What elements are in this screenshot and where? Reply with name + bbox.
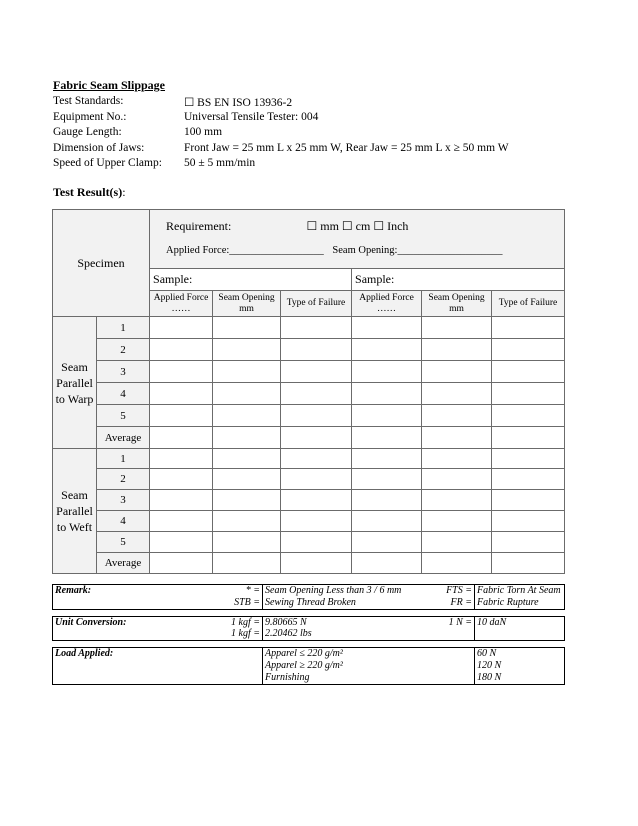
unit-symbol: 1 kgf =: [209, 616, 263, 628]
data-cell[interactable]: [150, 317, 213, 339]
load-description: Apparel ≥ 220 g/m²: [265, 659, 343, 671]
info-row: [53, 126, 509, 142]
data-cell[interactable]: [281, 405, 352, 427]
table-row: [53, 405, 565, 427]
data-cell[interactable]: [150, 490, 213, 511]
data-cell[interactable]: [422, 490, 492, 511]
table-row: [53, 532, 565, 553]
data-cell[interactable]: [422, 361, 492, 383]
info-value: ☐ BS EN ISO 13936-2: [184, 97, 293, 109]
seam-opening-field[interactable]: Seam Opening:____________________: [332, 245, 503, 256]
info-label: Test Standards:: [53, 95, 124, 107]
data-cell[interactable]: [213, 469, 281, 490]
remark-symbol: FTS =: [415, 585, 475, 597]
data-cell[interactable]: [492, 383, 565, 405]
row-number: 5: [97, 532, 150, 553]
table-row: [53, 427, 565, 449]
row-average: Average: [97, 553, 150, 574]
data-cell[interactable]: [150, 532, 213, 553]
col-seam-opening: Seam Opening mm: [213, 291, 281, 317]
row-number: 1: [97, 449, 150, 469]
row-number: 4: [97, 383, 150, 405]
remark-description: Fabric Torn At Seam: [475, 585, 565, 597]
data-cell[interactable]: [492, 405, 565, 427]
data-cell[interactable]: [150, 449, 213, 469]
info-value: 50 ± 5 mm/min: [184, 157, 256, 170]
remark-symbol: * =: [209, 585, 263, 597]
load-applied-label: Load Applied:: [53, 648, 175, 660]
data-cell[interactable]: [281, 383, 352, 405]
data-cell[interactable]: [281, 469, 352, 490]
col-applied-force: Applied Force ……: [352, 291, 422, 317]
data-cell[interactable]: [213, 317, 281, 339]
data-cell[interactable]: [422, 317, 492, 339]
col-seam-opening: Seam Opening mm: [422, 291, 492, 317]
data-cell[interactable]: [422, 553, 492, 574]
sample-left-cell[interactable]: [150, 269, 352, 291]
info-value: Front Jaw = 25 mm L x 25 mm W, Rear Jaw = 25 mm L x ≥ 50 mm W: [184, 141, 509, 154]
data-cell[interactable]: [213, 532, 281, 553]
specimen-header: [53, 210, 150, 317]
sample-right-label: Sample:: [355, 272, 395, 286]
data-cell[interactable]: [281, 511, 352, 532]
group-weft-label: Seam Parallel to Weft: [56, 488, 93, 534]
data-cell[interactable]: [150, 339, 213, 361]
group-warp: [53, 317, 97, 449]
info-row: [53, 157, 509, 173]
specimen-label: Specimen: [77, 255, 125, 270]
data-cell[interactable]: [281, 532, 352, 553]
data-cell[interactable]: [352, 361, 422, 383]
table-row: [53, 490, 565, 511]
row-number: 1: [97, 317, 150, 339]
data-cell[interactable]: [422, 339, 492, 361]
sample-right-cell[interactable]: [352, 269, 565, 291]
data-cell[interactable]: [281, 361, 352, 383]
data-cell[interactable]: [281, 339, 352, 361]
table-row: [53, 361, 565, 383]
data-cell[interactable]: [213, 361, 281, 383]
data-cell[interactable]: [422, 469, 492, 490]
data-cell[interactable]: [281, 490, 352, 511]
data-cell[interactable]: [352, 490, 422, 511]
data-cell[interactable]: [150, 427, 213, 449]
remark-symbol: STB =: [209, 597, 263, 609]
data-cell[interactable]: [352, 383, 422, 405]
info-value: 100 mm: [184, 126, 223, 139]
col-type-of-failure: Type of Failure: [492, 291, 565, 317]
data-cell[interactable]: [422, 405, 492, 427]
table-row: [53, 553, 565, 574]
test-result-label: Test Result(s):: [53, 185, 126, 199]
data-cell[interactable]: [213, 490, 281, 511]
unit-symbol: 1 kgf =: [209, 628, 263, 640]
unit-conversion-label: Unit Conversion:: [53, 616, 175, 628]
load-value: 120 N: [475, 660, 565, 672]
row-number: 3: [97, 361, 150, 383]
data-cell[interactable]: [213, 449, 281, 469]
data-cell[interactable]: [352, 339, 422, 361]
info-label: Speed of Upper Clamp:: [53, 157, 162, 170]
remark-symbol: FR =: [415, 597, 475, 609]
col-type-of-failure: Type of Failure: [281, 291, 352, 317]
data-cell[interactable]: [213, 405, 281, 427]
data-cell[interactable]: [150, 511, 213, 532]
sample-left-label: Sample:: [153, 272, 193, 286]
data-cell[interactable]: [213, 383, 281, 405]
data-cell[interactable]: [281, 317, 352, 339]
remarks-table: [52, 584, 565, 685]
data-cell[interactable]: [352, 427, 422, 449]
test-info: [53, 95, 509, 173]
row-number: 5: [97, 405, 150, 427]
data-cell[interactable]: [352, 553, 422, 574]
form-title: Fabric Seam Slippage: [53, 78, 166, 92]
info-row: [53, 142, 509, 158]
data-cell[interactable]: [281, 449, 352, 469]
data-cell[interactable]: [281, 427, 352, 449]
data-cell[interactable]: [213, 553, 281, 574]
info-row: [53, 111, 509, 127]
unit-value: 2.20462 lbs: [263, 628, 415, 640]
table-row: [53, 339, 565, 361]
row-number: 2: [97, 339, 150, 361]
data-cell[interactable]: [422, 383, 492, 405]
table-row: [53, 317, 565, 339]
info-row: [53, 95, 509, 111]
data-cell[interactable]: [492, 339, 565, 361]
col-applied-force: Applied Force ……: [150, 291, 213, 317]
remark-description: Sewing Thread Broken: [263, 597, 415, 609]
data-cell[interactable]: [150, 405, 213, 427]
remark-description: Fabric Rupture: [475, 597, 565, 609]
info-label: Dimension of Jaws:: [53, 141, 145, 154]
data-cell[interactable]: [492, 511, 565, 532]
unit-options[interactable]: ☐ mm ☐ cm ☐ Inch: [306, 219, 409, 233]
data-cell[interactable]: [352, 449, 422, 469]
row-number: 4: [97, 511, 150, 532]
data-cell[interactable]: [492, 449, 565, 469]
data-cell[interactable]: [281, 553, 352, 574]
data-cell[interactable]: [352, 511, 422, 532]
requirement-label: Requirement:: [166, 219, 232, 233]
data-cell[interactable]: [492, 553, 565, 574]
data-cell[interactable]: [213, 511, 281, 532]
group-weft: [53, 449, 97, 574]
data-cell[interactable]: [492, 469, 565, 490]
load-description: Apparel ≤ 220 g/m²: [263, 648, 415, 660]
data-cell[interactable]: [150, 553, 213, 574]
row-number: 2: [97, 469, 150, 490]
load-description: Furnishing: [263, 672, 415, 684]
data-cell[interactable]: [352, 532, 422, 553]
data-cell[interactable]: [422, 532, 492, 553]
info-label: Gauge Length:: [53, 126, 122, 139]
data-cell[interactable]: [422, 449, 492, 469]
row-average: Average: [97, 427, 150, 449]
table-row: [53, 469, 565, 490]
requirement-cell: [150, 210, 565, 269]
info-label: Equipment No.:: [53, 110, 127, 123]
info-value: Universal Tensile Tester: 004: [184, 110, 319, 123]
data-cell[interactable]: [492, 427, 565, 449]
data-cell[interactable]: [492, 532, 565, 553]
test-result-text: Test Result(s): [53, 185, 123, 199]
data-cell[interactable]: [422, 511, 492, 532]
load-value: 180 N: [475, 672, 565, 684]
data-cell[interactable]: [150, 361, 213, 383]
unit-value: 9.80665 N: [263, 616, 415, 628]
unit-symbol: 1 N =: [415, 616, 475, 628]
data-cell[interactable]: [492, 490, 565, 511]
remark-description: Seam Opening Less than 3 / 6 mm: [263, 585, 415, 597]
results-table: [52, 209, 565, 574]
data-cell[interactable]: [422, 427, 492, 449]
data-cell[interactable]: [150, 383, 213, 405]
data-cell[interactable]: [352, 317, 422, 339]
load-value: 60 N: [475, 648, 565, 660]
data-cell[interactable]: [492, 317, 565, 339]
data-cell[interactable]: [213, 339, 281, 361]
data-cell[interactable]: [213, 427, 281, 449]
applied-force-field[interactable]: Applied Force:__________________: [166, 245, 324, 256]
table-row: [53, 383, 565, 405]
group-warp-label: Seam Parallel to Warp: [55, 359, 94, 406]
data-cell[interactable]: [150, 469, 213, 490]
unit-value: 10 daN: [475, 616, 565, 628]
table-row: [53, 511, 565, 532]
table-row: [53, 449, 565, 469]
data-cell[interactable]: [352, 405, 422, 427]
data-cell[interactable]: [492, 361, 565, 383]
data-cell[interactable]: [352, 469, 422, 490]
remark-label: Remark:: [53, 585, 175, 597]
row-number: 3: [97, 490, 150, 511]
